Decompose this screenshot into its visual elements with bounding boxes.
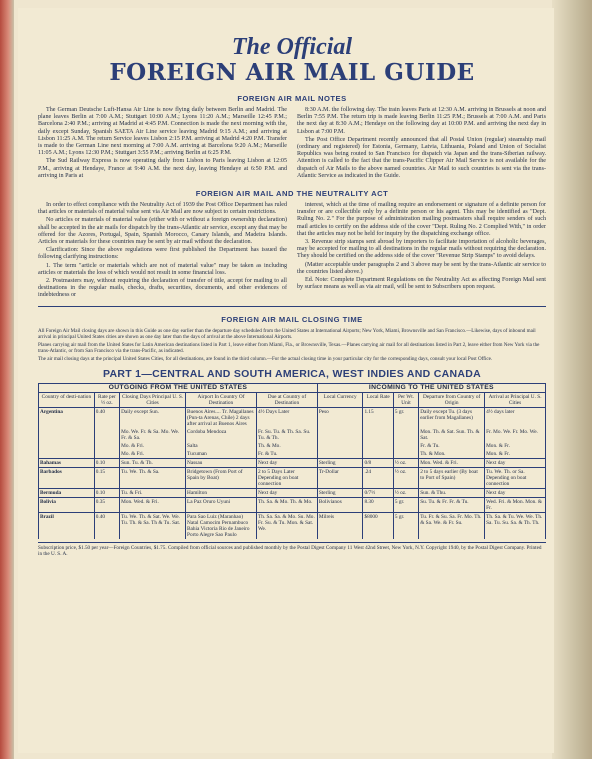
table-cell: 0.40 [94, 512, 119, 539]
table-cell: Buenos Aires.... Tr. Magallanes (Pun-ta Arenas, Chile) 2 days after arrival at Buenos Aires [186, 407, 257, 428]
table-cell: 5 gr. [393, 407, 418, 428]
table-cell: Th. & Mo. [256, 442, 317, 450]
table-cell: .24 [363, 467, 393, 488]
neutrality-columns [38, 202, 546, 301]
title-line-2: FOREIGN AIR MAIL GUIDE [109, 59, 475, 86]
table-cell: Tu. We. Th. & Sat. We. We. Tu. Th. & Sa. Th & Tu. Sat. [120, 512, 186, 539]
airmail-table [38, 383, 546, 539]
header-rate: Rate per ½ oz. [94, 392, 119, 407]
table-cell: Next day [485, 488, 546, 497]
table-cell: Th. Sa. & Mo. Th. & Mo. [256, 497, 317, 512]
table-cell: Sun. & Thu. [419, 488, 485, 497]
table-cell: 0.15 [94, 467, 119, 488]
table-row [39, 467, 546, 488]
table-cell: Mo. & Fri. [120, 442, 186, 450]
table-cell: 0.10 [94, 458, 119, 467]
table-row [39, 488, 546, 497]
table-cell: La Paz Oruro Uyuni [186, 497, 257, 512]
table-cell: 4½ Days Later [256, 407, 317, 428]
closing-paragraph: All Foreign Air Mail closing days are shown in this Guide as one day earlier than the departure day scheduled from the United States at International Airports; New York, Miami, Brownsville and San Francisco.—Likewise, days of inbound mail arrival in principal United States cities are shown as one day later than the days of arrival at the above International Airports. [38, 327, 536, 340]
table-cell: 0/7½ [363, 488, 393, 497]
table-row [39, 407, 546, 428]
table-cell [363, 450, 393, 459]
page-edge [552, 0, 592, 759]
table-cell [94, 428, 119, 442]
table-cell: Tu. & Fri. [120, 488, 186, 497]
header-local-rate: Local Rate [363, 392, 393, 407]
table-cell: Th. Sa. Sa. & Mo. Su. Mo. Fr. Su. & Tu. Mon. & Sat. We. [256, 512, 317, 539]
table-cell [317, 442, 363, 450]
header-due: Due at Country of Destination [256, 392, 317, 407]
neutrality-paragraph: Ed. Note: Complete Department Regulations on the Neutrality Act as affecting Foreign Mail sent by surface means as well as via air mail, will be sent to Subscribers upon request. [297, 277, 546, 291]
table-cell: Bolivianos [317, 497, 363, 512]
table-cell: Mon. & Fr. [485, 450, 546, 459]
closing-paragraph: Planes carrying air mail from the United States for Latin American destinations listed in Part 1, leave either from Miami, Fla., or Brownsville, Texas.—Planes carrying air mail for all destinations listed in Part 2, leave either from New York via the trans-Atlantic, or from San Francisco via the trans-Pacific, as indicated. [38, 341, 540, 354]
table-cell: 2 to 5 days earlier (By boat to Port of Spain) [419, 467, 485, 488]
table-cell: Salta [186, 442, 257, 450]
neutrality-paragraph: No articles or materials of material value (either with or without a foreign ownership declaration) shall be accepted in the air mails for dispatch by the trans-Atlantic air service, except any that may be offered for the Azores, Portugal, Spain, Spanish Morocco, Canary Islands, and Madeira Islands. Articles or materials for these countries may be sent by air mail without the declaration. [38, 217, 287, 246]
table-cell: 0.35 [94, 497, 119, 512]
table-cell [363, 442, 393, 450]
neutrality-paragraph: In order to effect compliance with the Neutrality Act of 1939 the Post Office Department has ruled that articles or materials of material value sent via Air Mail are now subject to certain restrictions. [38, 202, 287, 216]
book-binding [0, 0, 14, 759]
table-cell [393, 442, 418, 450]
neutrality-paragraph: interest, which at the time of mailing require an endorsement or signature of a definite person for transfer or are collectible only by a definite person or his agent. This may be identified as "Dept. Ruling No. 2." For the purpose of administration mailing postmasters shall require senders of such mail articles to certify on the address side of the cover "Dept. Ruling No. 2 Complied With," in order that the articles may not be held for inquiry by the dispatching exchange office. [297, 202, 546, 237]
page-content [38, 12, 546, 557]
table-cell [317, 428, 363, 442]
table-cell: Brazil [39, 512, 95, 539]
header-country: Country of desti-nation [39, 392, 95, 407]
table-row [39, 442, 546, 450]
table-cell: Tr-Dollar [317, 467, 363, 488]
table-cell: ½ oz. [393, 488, 418, 497]
table-cell: Bermuda [39, 488, 95, 497]
table-cell [317, 450, 363, 459]
table-cell: 1.15 [363, 407, 393, 428]
table-cell: Fr. Su. Tu. & Th. Sa. Su. Tu. & Th. [256, 428, 317, 442]
table-cell: Bridgetown (From Port of Spain by Boat) [186, 467, 257, 488]
table-cell: Wed. Fri. & Mon. Mon. & Fr. [485, 497, 546, 512]
neutrality-col-2 [297, 202, 546, 301]
notes-col-1 [38, 107, 287, 181]
notes-col-2 [297, 107, 546, 181]
table-cell [94, 442, 119, 450]
neutrality-heading: FOREIGN AIR MAIL AND THE NEUTRALITY ACT [195, 189, 389, 199]
table-cell: Bolivia [39, 497, 95, 512]
footer-note: Subscription price, $1.50 per year—Foreign Countries, $1.75. Compiled from official sources and published monthly by the Postal Digest Company 11 West 42nd Street, New York, N.Y. Copyright 1940, by the Postal Digest Company. Printed in the U. S. A. [38, 542, 546, 557]
table-cell: 0.10 [94, 488, 119, 497]
table-cell: Daily except Tu. (3 days earlier from Magallanes) [419, 407, 485, 428]
table-cell: Next day [256, 488, 317, 497]
table-cell: $8000 [363, 512, 393, 539]
table-cell: Mon. Th. & Sat. Sun. Th. & Sat. [419, 428, 485, 442]
notes-columns [38, 107, 546, 181]
table-cell: Sterling [317, 488, 363, 497]
table-cell: Fr. Mo. We. Fr. Mo. We. [485, 428, 546, 442]
notes-heading: FOREIGN AIR MAIL NOTES [237, 94, 347, 103]
table-cell: 2 to 5 Days Later Depending on boat connection [256, 467, 317, 488]
table-cell: 8.30 [363, 497, 393, 512]
header-weight-unit: Per Wt. Unit [393, 392, 418, 407]
table-cell [363, 428, 393, 442]
table-row [39, 450, 546, 459]
table-cell: Mon. Wed. & Fri. [120, 497, 186, 512]
table-cell: Para Sao Luiz (Maranhao) Natal Camocim Pernambuco Bahia Victoria Rio de Janeiro Porto Alegre Sao Paulo [186, 512, 257, 539]
table-cell: 5 gr. [393, 512, 418, 539]
table-cell: Su. Tu. & Fr. Fr. & Tu. [419, 497, 485, 512]
header-closing-days: Closing Days Principal U. S. Cities [120, 392, 186, 407]
table-cell: 0/8 [363, 458, 393, 467]
table-row [39, 458, 546, 467]
table-cell: 0.40 [94, 407, 119, 428]
neutrality-paragraph: (Matter acceptable under paragraphs 2 and 3 above may be sent by the trans-Atlantic air service to the countries listed above.) [297, 261, 546, 275]
table-cell: Barbados [39, 467, 95, 488]
notes-paragraph: The German Deutsche Luft-Hansa Air Line is now flying daily between Berlin and Madrid. The plane leaves Berlin at 7:00 A.M.; Stuttgart 10:00 A.M.; Lyons 11:20 A.M.; Marseille 12:45 P.M.; Barcelona 2:40 P.M.; arriving at Madrid at 4:45 P.M. Connection is made the next morning with the, daily except Sunday, Spanish SAETA Air Line service leaving Madrid 9:15 A.M.; and arriving at Lisbon 11:25 A.M. The return Service leaves Lisbon 2:15 P.M. arriving at Madrid 4:20 P.M. Transfer is made to the German Line next morning at 7:00 A.M. arriving at Barcelona 9:20 A.M.; Marseille 11:05 A.M.; Lyons 12:30 P.M.; Stuttgart 3:55 P.M.; arriving Berlin at 6:25 P.M. [38, 107, 287, 157]
table-cell: Mo. & Fri. [120, 450, 186, 459]
table-cell: Tu. We. Th. or Sa. Depending on boat connection [485, 467, 546, 488]
table-cell: Th. & Mon. [419, 450, 485, 459]
table-cell: Argentina [39, 407, 95, 428]
table-cell: Peso [317, 407, 363, 428]
table-cell [39, 450, 95, 459]
header-arrival: Arrival at Principal U. S. Cities [485, 392, 546, 407]
table-cell [94, 450, 119, 459]
table-cell: 4½ days later [485, 407, 546, 428]
section-divider [38, 306, 546, 307]
table-cell: Daily except Sun. [120, 407, 186, 428]
table-cell: Fr. & Tu. [256, 450, 317, 459]
neutrality-paragraph: 1. The term "article or materials which are not of material value" may be taken as including articles or materials the loss of which would not result in some financial loss. [38, 262, 287, 276]
neutrality-paragraph: Clarification: Since the above regulations were first published the Department has issued the following clarifying instructions: [38, 247, 287, 261]
title-line-1: The Official [231, 34, 353, 60]
table-cell: Mon. Wed. & Fri. [419, 458, 485, 467]
notes-paragraph: 8:30 A.M. the following day. The train leaves Paris at 12:30 A.M. arriving in Brussels at noon and Berlin 7:55 P.M. The return trip is made leaving Berlin 11:25 P.M.; Brussels at 7:00 A.M. and Paris the next day at 8:30 A.M.; Hendaye on the following day at 10:00 P.M. and arriving the next day in Lisbon at 7:00 P.M. [297, 107, 546, 135]
table-cell: Th. Sa. & Tu. We. We. Th. Sa. Tu. Su. Sa. & Th. Th. [485, 512, 546, 539]
part-title: PART 1—CENTRAL AND SOUTH AMERICA, WEST INDIES AND CANADA [102, 367, 482, 380]
table-cell: 5 gr. [393, 497, 418, 512]
table-cell: Mo. We. Fr. & Sa. Mo. We. Fr. & Sa. [120, 428, 186, 442]
notes-paragraph: The Post Office Department recently announced that all Postal Union (regular) steamship mail (ordinary and registered) for Estonia, Germany, Latvia, Lithuania, Poland and Union of Socialist Republics was being routed to San Francisco for dispatch via Japan and the trans-Siberian railway. Attention is called to the fact that the trans-Pacific Clipper Air Mail Service is not available for the dispatch of Air Mails to the above named countries. Air Mail to such countries is sent via the trans-Atlantic Service as indicated in the Guide. [297, 136, 546, 179]
table-cell: Sun. Tu. & Th. [120, 458, 186, 467]
table-cell: ½ oz. [393, 467, 418, 488]
table-cell: Sterling [317, 458, 363, 467]
table-cell: Next day [256, 458, 317, 467]
table-cell: Next day [485, 458, 546, 467]
header-local-currency: Local Currency [317, 392, 363, 407]
table-cell [393, 428, 418, 442]
table-cell [393, 450, 418, 459]
closing-paragraph: The air mail closing days at the principal United States Cities, for all destinations, are found in the third column.—For the actual closing time in your particular city for the corresponding days, consult your local Post Office. [38, 355, 493, 362]
table-cell: ½ oz. [393, 458, 418, 467]
table-row [39, 497, 546, 512]
table-cell: Tu. We. Th. & Sa. [120, 467, 186, 488]
table-cell: Tucuman [186, 450, 257, 459]
table-row [39, 512, 546, 539]
closing-heading: FOREIGN AIR MAIL CLOSING TIME [221, 314, 363, 324]
table-cell: Hamilton [186, 488, 257, 497]
table-cell: Fr. & Tu. [419, 442, 485, 450]
table-cell: Bahamas [39, 458, 95, 467]
neutrality-paragraph: 3. Revenue strip stamps sent abroad by importers to facilitate importation of alcoholic beverages, may be accepted for mailing to all destinations in the regular mails without requiring the declaration. They should be certified on the address side of the cover "Revenue Strip Stamps" to avoid delays. [297, 239, 546, 260]
header-departure: Departure from Country of Origin [419, 392, 485, 407]
neutrality-col-1 [38, 202, 287, 301]
table-cell: Nassau [186, 458, 257, 467]
incoming-band: INCOMING TO THE UNITED STATES [317, 383, 545, 392]
neutrality-paragraph: 2. Postmasters may, without requiring the declaration of transfer of title, accept for mailing to all destinations in the regular mails, checks, drafts, securities, documents, and other evidences of indebtedness or [38, 278, 287, 299]
header-airport: Airport In Country Of Destination [186, 392, 257, 407]
table-header-row [39, 392, 546, 407]
table-cell: Mon. & Fr. [485, 442, 546, 450]
table-cell [39, 442, 95, 450]
table-body [39, 407, 546, 539]
table-row [39, 428, 546, 442]
table-cell [39, 428, 95, 442]
table-cell: Tu. Fr. & Su. Sa. Fr. Mo. Th. & Sa. We. & Fr. Su. [419, 512, 485, 539]
notes-paragraph: The Sud Railway Express is now operating daily from Lisbon to Paris leaving Lisbon at 12:05 P.M., arriving at Hendaye, France at 9:40 A.M. the next day, leaving Hendaye at 6:50 P.M. and arriving in Paris at [38, 158, 287, 179]
table-cell: Milreis [317, 512, 363, 539]
outgoing-band: OUTGOING FROM THE UNITED STATES [39, 383, 318, 392]
table-cell: Cordoba Mendoza [186, 428, 257, 442]
